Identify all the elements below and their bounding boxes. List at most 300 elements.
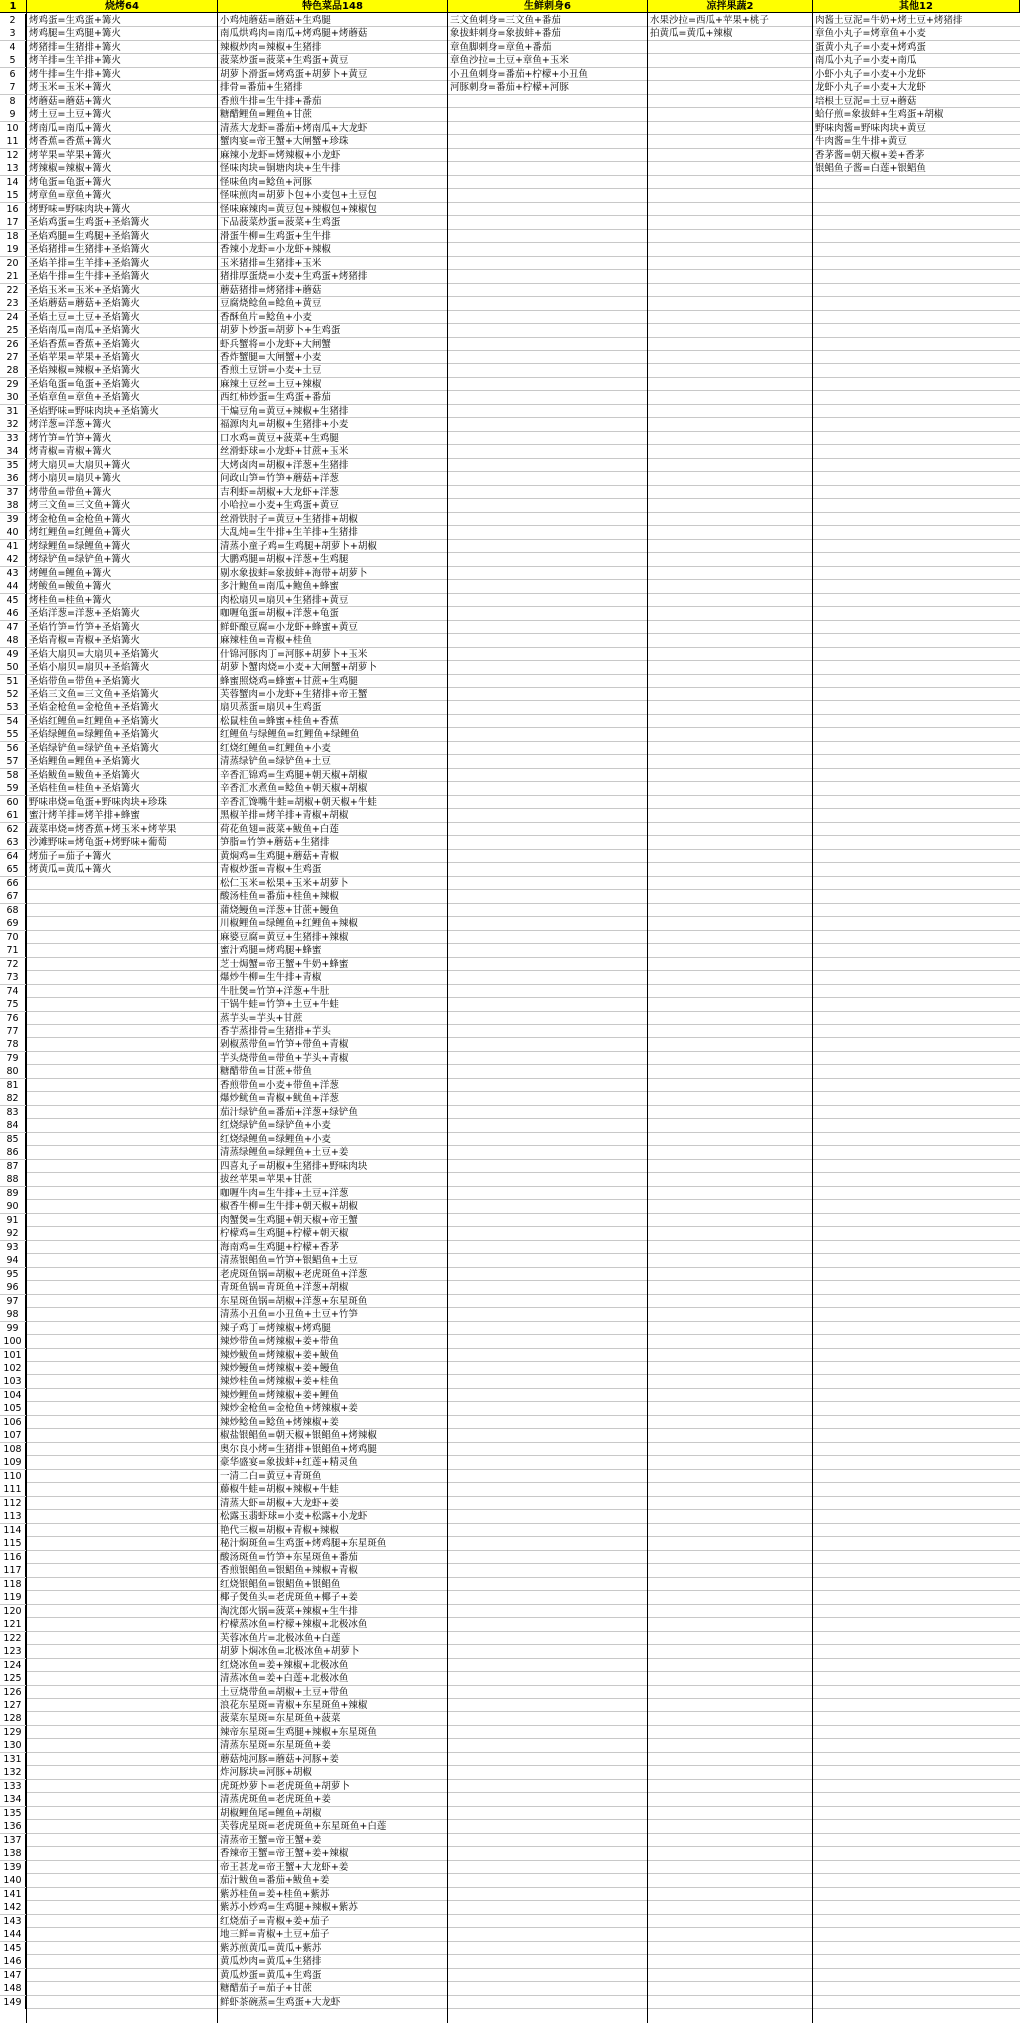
row-number[interactable]: 37 <box>0 486 26 499</box>
table-cell[interactable] <box>448 1874 648 1887</box>
table-cell[interactable] <box>813 1672 1020 1685</box>
table-cell[interactable]: 银鲳鱼子酱=白莲+银鲳鱼 <box>815 163 926 175</box>
table-cell[interactable] <box>648 1605 813 1618</box>
table-cell[interactable] <box>648 445 813 458</box>
row-number[interactable]: 144 <box>0 1928 26 1941</box>
table-cell[interactable] <box>813 1712 1020 1725</box>
table-cell[interactable] <box>648 1793 813 1806</box>
row-number[interactable]: 54 <box>0 715 26 728</box>
table-cell[interactable]: 爆炒鱿鱼=青椒+鱿鱼+洋葱 <box>220 1093 339 1105</box>
row-number[interactable]: 82 <box>0 1092 26 1105</box>
table-cell[interactable] <box>813 621 1020 634</box>
row-number[interactable]: 94 <box>0 1254 26 1267</box>
table-cell[interactable]: 肉蟹煲=生鸡腿+朝天椒+帝王蟹 <box>220 1214 358 1226</box>
row-number[interactable]: 16 <box>0 203 26 216</box>
table-cell[interactable]: 芋头烧带鱼=带鱼+芋头+青椒 <box>220 1052 349 1064</box>
row-number[interactable]: 80 <box>0 1065 26 1078</box>
table-cell[interactable] <box>27 1820 218 1833</box>
table-cell[interactable] <box>648 1173 813 1186</box>
row-number[interactable]: 88 <box>0 1173 26 1186</box>
table-cell[interactable] <box>813 297 1020 310</box>
table-cell[interactable] <box>448 648 648 661</box>
table-cell[interactable]: 烤苹果=苹果+篝火 <box>29 149 112 161</box>
table-cell[interactable] <box>448 1295 648 1308</box>
row-number[interactable]: 114 <box>0 1524 26 1537</box>
table-cell[interactable] <box>448 661 648 674</box>
table-cell[interactable] <box>27 1861 218 1874</box>
table-cell[interactable]: 烤鸡腿=生鸡腿+篝火 <box>29 28 121 40</box>
table-cell[interactable]: 老虎斑鱼锅=胡椒+老虎斑鱼+洋葱 <box>220 1268 368 1280</box>
table-cell[interactable] <box>813 1645 1020 1658</box>
table-cell[interactable] <box>813 1847 1020 1860</box>
row-number[interactable]: 26 <box>0 338 26 351</box>
table-cell[interactable] <box>648 472 813 485</box>
table-cell[interactable] <box>813 230 1020 243</box>
table-cell[interactable] <box>813 944 1020 957</box>
table-cell[interactable] <box>27 1591 218 1604</box>
row-number[interactable]: 95 <box>0 1268 26 1281</box>
row-number[interactable]: 12 <box>0 149 26 162</box>
table-cell[interactable] <box>648 1847 813 1860</box>
table-cell[interactable] <box>813 176 1020 189</box>
table-cell[interactable]: 圣焰金枪鱼=金枪鱼+圣焰篝火 <box>29 702 159 714</box>
table-cell[interactable] <box>813 1766 1020 1779</box>
table-cell[interactable] <box>648 877 813 890</box>
table-cell[interactable] <box>813 728 1020 741</box>
row-number[interactable]: 100 <box>0 1335 26 1348</box>
table-cell[interactable] <box>648 243 813 256</box>
table-cell[interactable] <box>448 1780 648 1793</box>
row-number[interactable]: 110 <box>0 1470 26 1483</box>
table-cell[interactable] <box>448 1362 648 1375</box>
table-cell[interactable]: 清蒸小童子鸡=生鸡腿+胡萝卜+胡椒 <box>220 540 377 552</box>
table-cell[interactable]: 黄瓜炒蛋=黄瓜+生鸡蛋 <box>220 1969 322 1981</box>
table-cell[interactable] <box>648 931 813 944</box>
table-cell[interactable]: 蜜汁鸡腿=烤鸡腿+蜂蜜 <box>220 945 322 957</box>
row-number[interactable]: 101 <box>0 1349 26 1362</box>
table-cell[interactable] <box>448 1551 648 1564</box>
table-cell[interactable] <box>813 958 1020 971</box>
table-cell[interactable]: 圣焰桂鱼=桂鱼+圣焰篝火 <box>29 783 140 795</box>
row-number[interactable]: 143 <box>0 1915 26 1928</box>
table-cell[interactable] <box>813 364 1020 377</box>
table-cell[interactable]: 清蒸绿鲤鱼=绿鲤鱼+土豆+姜 <box>220 1147 349 1159</box>
table-cell[interactable] <box>813 1955 1020 1968</box>
table-cell[interactable] <box>448 459 648 472</box>
table-cell[interactable] <box>27 1888 218 1901</box>
table-cell[interactable]: 茄汁绿铲鱼=番茄+洋葱+绿铲鱼 <box>220 1106 358 1118</box>
table-cell[interactable]: 蒲烧鳗鱼=洋葱+甘蔗+鳗鱼 <box>220 904 339 916</box>
table-cell[interactable] <box>648 216 813 229</box>
table-cell[interactable] <box>27 1982 218 1995</box>
table-cell[interactable]: 圣焰鸡腿=生鸡腿+圣焰篝火 <box>29 230 150 242</box>
table-cell[interactable] <box>648 661 813 674</box>
table-cell[interactable] <box>448 311 648 324</box>
table-cell[interactable]: 辣炒鲅鱼=烤辣椒+姜+鲅鱼 <box>220 1349 339 1361</box>
table-cell[interactable]: 浪花东星斑=青椒+东星斑鱼+辣椒 <box>220 1700 368 1711</box>
row-number[interactable]: 120 <box>0 1605 26 1618</box>
row-number[interactable]: 87 <box>0 1160 26 1173</box>
table-cell[interactable] <box>27 1874 218 1887</box>
table-cell[interactable] <box>813 755 1020 768</box>
table-cell[interactable]: 烤猪排=生猪排+篝火 <box>29 41 121 53</box>
table-cell[interactable]: 胡椒鲤鱼尾=鲤鱼+胡椒 <box>220 1807 322 1819</box>
row-number[interactable]: 50 <box>0 661 26 674</box>
table-cell[interactable] <box>813 378 1020 391</box>
table-cell[interactable]: 肉松扇贝=扇贝+生猪排+黄豆 <box>220 594 349 606</box>
table-cell[interactable] <box>648 1955 813 1968</box>
row-number[interactable]: 96 <box>0 1281 26 1294</box>
table-cell[interactable] <box>648 1133 813 1146</box>
row-number[interactable]: 58 <box>0 769 26 782</box>
table-cell[interactable] <box>448 580 648 593</box>
table-cell[interactable] <box>448 998 648 1011</box>
table-cell[interactable] <box>648 41 813 54</box>
table-cell[interactable] <box>448 1753 648 1766</box>
row-number[interactable]: 52 <box>0 688 26 701</box>
table-cell[interactable]: 黑椒羊排=烤羊排+青椒+胡椒 <box>220 810 349 822</box>
table-cell[interactable] <box>27 1052 218 1065</box>
table-cell[interactable]: 蜜汁烤羊排=烤羊排+蜂蜜 <box>29 810 140 822</box>
table-cell[interactable] <box>648 122 813 135</box>
table-cell[interactable]: 烤绿铲鱼=绿铲鱼+篝火 <box>29 554 131 566</box>
table-cell[interactable] <box>448 1820 648 1833</box>
row-number[interactable]: 61 <box>0 809 26 822</box>
row-number[interactable]: 20 <box>0 257 26 270</box>
table-cell[interactable] <box>813 769 1020 782</box>
row-number[interactable]: 5 <box>0 54 26 67</box>
table-cell[interactable] <box>448 1847 648 1860</box>
table-cell[interactable] <box>448 1901 648 1914</box>
table-cell[interactable]: 大乱炖=生牛排+生羊排+生猪排 <box>220 527 358 539</box>
row-number[interactable]: 102 <box>0 1362 26 1375</box>
row-number[interactable]: 84 <box>0 1119 26 1132</box>
table-cell[interactable] <box>648 1456 813 1469</box>
table-cell[interactable]: 清蒸大虾=胡椒+大龙虾+姜 <box>220 1497 339 1509</box>
table-cell[interactable] <box>648 1119 813 1132</box>
table-cell[interactable] <box>648 1578 813 1591</box>
table-cell[interactable]: 圣焰玉米=玉米+圣焰篝火 <box>29 284 140 296</box>
table-cell[interactable]: 豪华盛宴=象拔蚌+红莲+精灵鱼 <box>220 1457 358 1469</box>
table-cell[interactable] <box>448 742 648 755</box>
table-cell[interactable]: 黄焖鸡=生鸡腿+蘑菇+青椒 <box>220 850 339 862</box>
table-cell[interactable] <box>648 567 813 580</box>
table-cell[interactable] <box>648 917 813 930</box>
table-cell[interactable]: 芙蓉冰鱼片=北极冰鱼+白莲 <box>220 1632 341 1644</box>
row-number[interactable]: 19 <box>0 243 26 256</box>
row-number[interactable]: 9 <box>0 108 26 121</box>
table-cell[interactable] <box>448 607 648 620</box>
table-cell[interactable]: 胡萝卜滑蛋=烤鸡蛋+胡萝卜+黄豆 <box>220 68 368 80</box>
table-cell[interactable] <box>813 1173 1020 1186</box>
table-cell[interactable] <box>648 1362 813 1375</box>
table-cell[interactable] <box>813 1726 1020 1739</box>
table-cell[interactable] <box>448 284 648 297</box>
table-cell[interactable] <box>648 1065 813 1078</box>
table-cell[interactable]: 圣焰辣椒=辣椒+圣焰篝火 <box>29 365 140 377</box>
table-cell[interactable]: 胡萝卜炒蛋=胡萝卜+生鸡蛋 <box>220 325 341 337</box>
table-cell[interactable]: 红鲤鱼与绿鲤鱼=红鲤鱼+绿鲤鱼 <box>220 729 360 741</box>
table-cell[interactable]: 烤龟蛋=龟蛋+篝火 <box>29 176 112 188</box>
table-cell[interactable]: 香煎银鲳鱼=银鲳鱼+辣椒+青椒 <box>220 1565 358 1577</box>
row-number[interactable]: 49 <box>0 648 26 661</box>
table-cell[interactable]: 烤土豆=土豆+篝火 <box>29 109 112 121</box>
table-cell[interactable]: 淘沈郎火锅=菠菜+辣椒+生牛排 <box>220 1605 358 1617</box>
table-cell[interactable] <box>27 1038 218 1051</box>
table-cell[interactable]: 野味肉酱=野味肉块+黄豆 <box>815 122 926 134</box>
table-cell[interactable] <box>813 1227 1020 1240</box>
table-cell[interactable] <box>648 1402 813 1415</box>
table-cell[interactable] <box>648 1335 813 1348</box>
table-cell[interactable] <box>448 1969 648 1982</box>
table-cell[interactable] <box>27 944 218 957</box>
table-cell[interactable] <box>648 1807 813 1820</box>
table-cell[interactable] <box>813 1564 1020 1577</box>
table-cell[interactable] <box>448 1214 648 1227</box>
table-cell[interactable] <box>27 1146 218 1159</box>
table-cell[interactable]: 蒸芋头=芋头+甘蔗 <box>220 1012 303 1024</box>
table-cell[interactable]: 糖醋鲤鱼=鲤鱼+甘蔗 <box>220 109 312 121</box>
table-cell[interactable]: 麻辣小龙虾=烤辣椒+小龙虾 <box>220 149 341 161</box>
table-cell[interactable]: 松仁玉米=松果+玉米+胡萝卜 <box>220 877 349 889</box>
table-cell[interactable]: 小丑鱼刺身=番茄+柠檬+小丑鱼 <box>450 68 588 80</box>
table-cell[interactable] <box>813 203 1020 216</box>
table-cell[interactable] <box>648 715 813 728</box>
table-cell[interactable]: 烤野味=野味肉块+篝火 <box>29 203 131 215</box>
table-cell[interactable] <box>27 1281 218 1294</box>
row-number[interactable]: 48 <box>0 634 26 647</box>
table-cell[interactable] <box>813 405 1020 418</box>
table-cell[interactable]: 辣炒鲤鱼=烤辣椒+姜+鲤鱼 <box>220 1389 339 1401</box>
table-cell[interactable] <box>27 1686 218 1699</box>
table-cell[interactable]: 圣焰鲤鱼=鲤鱼+圣焰篝火 <box>29 756 140 768</box>
table-cell[interactable]: 胡萝卜焖冰鱼=北极冰鱼+胡萝卜 <box>220 1646 360 1658</box>
table-cell[interactable] <box>448 850 648 863</box>
table-cell[interactable] <box>27 1160 218 1173</box>
table-cell[interactable] <box>27 1510 218 1523</box>
row-number[interactable]: 59 <box>0 782 26 795</box>
row-number[interactable]: 39 <box>0 513 26 526</box>
table-cell[interactable] <box>648 1079 813 1092</box>
table-cell[interactable] <box>648 418 813 431</box>
table-cell[interactable]: 椰子煲鱼头=老虎斑鱼+椰子+姜 <box>220 1592 358 1604</box>
table-cell[interactable]: 吉利虾=胡椒+大龙虾+洋葱 <box>220 486 339 498</box>
row-number[interactable]: 117 <box>0 1564 26 1577</box>
table-cell[interactable] <box>448 688 648 701</box>
table-cell[interactable] <box>648 311 813 324</box>
table-cell[interactable] <box>448 1443 648 1456</box>
table-cell[interactable] <box>648 351 813 364</box>
table-cell[interactable] <box>648 1214 813 1227</box>
table-cell[interactable] <box>813 809 1020 822</box>
table-cell[interactable]: 烤青椒=青椒+篝火 <box>29 446 112 458</box>
row-number[interactable]: 53 <box>0 701 26 714</box>
table-cell[interactable] <box>813 1012 1020 1025</box>
table-cell[interactable] <box>813 1214 1020 1227</box>
table-cell[interactable]: 荷花鱼翅=菠菜+鲅鱼+白莲 <box>220 823 339 835</box>
table-cell[interactable] <box>448 877 648 890</box>
table-cell[interactable] <box>448 1739 648 1752</box>
table-cell[interactable] <box>27 877 218 890</box>
table-cell[interactable] <box>648 1861 813 1874</box>
table-cell[interactable] <box>648 176 813 189</box>
table-cell[interactable]: 圣焰鲅鱼=鲅鱼+圣焰篝火 <box>29 769 140 781</box>
table-cell[interactable] <box>448 1861 648 1874</box>
table-cell[interactable]: 圣焰香蕉=香蕉+圣焰篝火 <box>29 338 140 350</box>
row-number[interactable]: 44 <box>0 580 26 593</box>
table-cell[interactable] <box>448 1618 648 1631</box>
table-cell[interactable] <box>27 1726 218 1739</box>
table-cell[interactable] <box>648 1699 813 1712</box>
table-cell[interactable] <box>648 1780 813 1793</box>
table-cell[interactable]: 红烧绿铲鱼=绿铲鱼+小麦 <box>220 1120 331 1132</box>
table-cell[interactable] <box>813 661 1020 674</box>
row-number[interactable]: 119 <box>0 1591 26 1604</box>
table-cell[interactable] <box>448 1012 648 1025</box>
row-number[interactable]: 98 <box>0 1308 26 1321</box>
table-cell[interactable]: 茄汁鲅鱼=番茄+鲅鱼+姜 <box>220 1875 330 1887</box>
table-cell[interactable] <box>448 1483 648 1496</box>
table-cell[interactable] <box>27 1645 218 1658</box>
table-cell[interactable] <box>813 513 1020 526</box>
table-cell[interactable]: 辣炒鲶鱼=鲶鱼+烤辣椒+姜 <box>220 1416 339 1428</box>
table-cell[interactable] <box>27 1375 218 1388</box>
table-cell[interactable] <box>27 931 218 944</box>
table-cell[interactable] <box>448 958 648 971</box>
table-cell[interactable]: 章鱼沙拉=土豆+章鱼+玉米 <box>450 55 569 67</box>
table-cell[interactable] <box>648 1497 813 1510</box>
table-cell[interactable] <box>27 1065 218 1078</box>
row-number[interactable]: 38 <box>0 499 26 512</box>
row-number[interactable]: 111 <box>0 1483 26 1496</box>
table-cell[interactable]: 猪排厚蛋烧=小麦+生鸡蛋+烤猪排 <box>220 271 368 283</box>
table-cell[interactable] <box>448 567 648 580</box>
table-cell[interactable]: 糖醋茄子=茄子+甘蔗 <box>220 1983 312 1995</box>
table-cell[interactable] <box>648 1268 813 1281</box>
table-cell[interactable] <box>648 1969 813 1982</box>
table-cell[interactable]: 圣焰牛排=生牛排+圣焰篝火 <box>29 271 150 283</box>
table-cell[interactable] <box>813 216 1020 229</box>
table-cell[interactable] <box>448 324 648 337</box>
table-cell[interactable] <box>448 1564 648 1577</box>
row-number[interactable]: 89 <box>0 1187 26 1200</box>
table-cell[interactable] <box>448 1187 648 1200</box>
header-col-sashimi[interactable]: 生鲜刺身6 <box>448 0 648 13</box>
table-cell[interactable] <box>813 985 1020 998</box>
table-cell[interactable] <box>648 432 813 445</box>
table-cell[interactable] <box>448 836 648 849</box>
table-cell[interactable]: 大烤卤肉=胡椒+洋葱+生猪排 <box>220 459 349 471</box>
table-cell[interactable] <box>813 1335 1020 1348</box>
row-number[interactable]: 25 <box>0 324 26 337</box>
table-cell[interactable] <box>448 1402 648 1415</box>
table-cell[interactable] <box>648 985 813 998</box>
table-cell[interactable]: 麻婆豆腐=黄豆+生猪排+辣椒 <box>220 931 349 943</box>
table-cell[interactable]: 圣焰青椒=青椒+圣焰篝火 <box>29 635 140 647</box>
table-cell[interactable] <box>813 1888 1020 1901</box>
table-cell[interactable] <box>813 1982 1020 1995</box>
table-cell[interactable] <box>27 1847 218 1860</box>
table-cell[interactable]: 紫苏小炒鸡=生鸡腿+辣椒+紫苏 <box>220 1902 358 1914</box>
table-cell[interactable] <box>448 1888 648 1901</box>
row-number[interactable]: 138 <box>0 1847 26 1860</box>
row-number[interactable]: 35 <box>0 459 26 472</box>
table-cell[interactable] <box>448 1497 648 1510</box>
row-number[interactable]: 128 <box>0 1712 26 1725</box>
table-cell[interactable] <box>27 1268 218 1281</box>
table-cell[interactable] <box>27 1402 218 1415</box>
table-cell[interactable] <box>448 189 648 202</box>
row-number[interactable]: 73 <box>0 971 26 984</box>
table-cell[interactable] <box>813 1686 1020 1699</box>
table-cell[interactable] <box>813 715 1020 728</box>
table-cell[interactable] <box>813 1780 1020 1793</box>
table-cell[interactable] <box>648 324 813 337</box>
table-cell[interactable] <box>648 1052 813 1065</box>
row-number[interactable]: 141 <box>0 1888 26 1901</box>
table-cell[interactable] <box>648 648 813 661</box>
table-cell[interactable] <box>448 1133 648 1146</box>
row-number[interactable]: 21 <box>0 270 26 283</box>
table-cell[interactable]: 芙蓉虎星斑=老虎斑鱼+东星斑鱼+白莲 <box>220 1821 387 1833</box>
row-number[interactable]: 139 <box>0 1861 26 1874</box>
table-cell[interactable] <box>813 1456 1020 1469</box>
table-cell[interactable] <box>813 1402 1020 1415</box>
table-cell[interactable] <box>648 1928 813 1941</box>
table-cell[interactable] <box>648 1915 813 1928</box>
table-cell[interactable] <box>448 540 648 553</box>
table-cell[interactable] <box>448 216 648 229</box>
table-cell[interactable] <box>448 1092 648 1105</box>
table-cell[interactable] <box>813 1200 1020 1213</box>
table-cell[interactable]: 烤洋葱=洋葱+篝火 <box>29 419 112 431</box>
table-cell[interactable]: 下品菠菜炒蛋=菠菜+生鸡蛋 <box>220 217 341 229</box>
table-cell[interactable] <box>813 418 1020 431</box>
table-cell[interactable]: 烤章鱼=章鱼+篝火 <box>29 190 112 202</box>
table-cell[interactable]: 小鸡炖蘑菇=蘑菇+生鸡腿 <box>220 15 331 26</box>
table-cell[interactable]: 清蒸虎斑鱼=老虎斑鱼+姜 <box>220 1794 331 1806</box>
table-cell[interactable] <box>648 1820 813 1833</box>
table-cell[interactable]: 菠菜东星斑=东星斑鱼+菠菜 <box>220 1713 341 1725</box>
row-number[interactable]: 74 <box>0 985 26 998</box>
row-number[interactable]: 33 <box>0 432 26 445</box>
row-number[interactable]: 67 <box>0 890 26 903</box>
row-number[interactable]: 51 <box>0 675 26 688</box>
table-cell[interactable] <box>448 809 648 822</box>
table-cell[interactable] <box>648 1092 813 1105</box>
table-cell[interactable] <box>813 607 1020 620</box>
table-cell[interactable] <box>813 1119 1020 1132</box>
row-number[interactable]: 42 <box>0 553 26 566</box>
table-cell[interactable] <box>813 1537 1020 1550</box>
table-cell[interactable] <box>813 1942 1020 1955</box>
row-number[interactable]: 91 <box>0 1214 26 1227</box>
row-number[interactable]: 43 <box>0 567 26 580</box>
table-cell[interactable]: 圣焰三文鱼=三文鱼+圣焰篝火 <box>29 689 159 700</box>
header-col-bbq[interactable]: 烧烤64 <box>27 0 218 13</box>
table-cell[interactable]: 圣焰洋葱=洋葱+圣焰篝火 <box>29 608 140 620</box>
table-cell[interactable]: 海南鸡=生鸡腿+柠檬+香茅 <box>220 1241 339 1253</box>
row-number[interactable]: 106 <box>0 1416 26 1429</box>
table-cell[interactable] <box>448 1456 648 1469</box>
table-cell[interactable] <box>448 364 648 377</box>
table-cell[interactable] <box>648 1160 813 1173</box>
table-cell[interactable]: 问政山笋=竹笋+蘑菇+洋葱 <box>220 473 339 485</box>
table-cell[interactable] <box>813 1551 1020 1564</box>
table-cell[interactable] <box>648 1645 813 1658</box>
table-cell[interactable] <box>648 1322 813 1335</box>
row-number[interactable]: 30 <box>0 391 26 404</box>
